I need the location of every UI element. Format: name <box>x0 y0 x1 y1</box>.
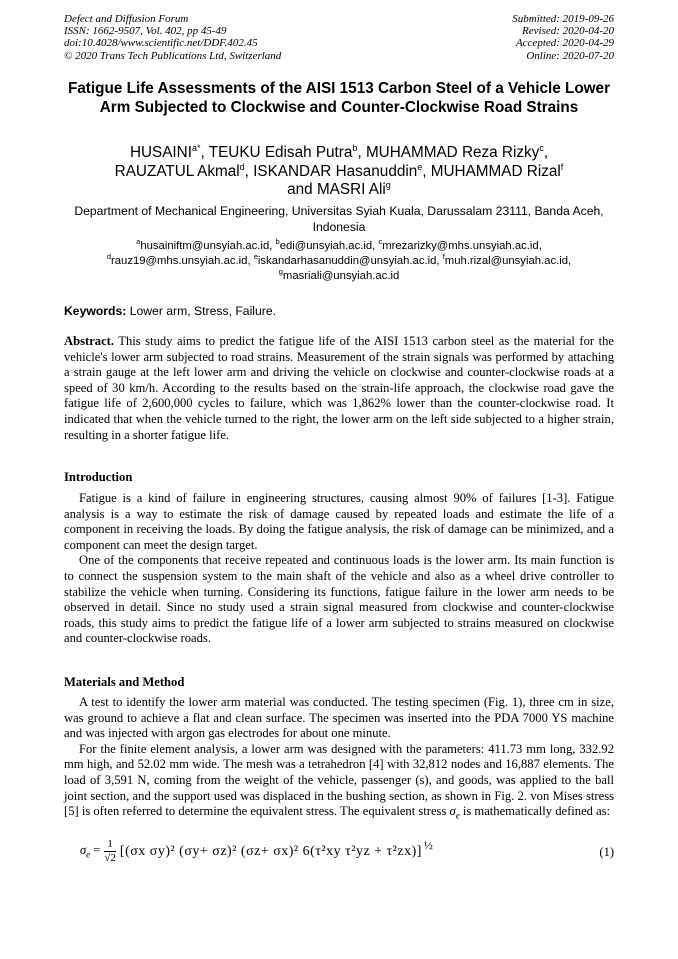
copyright: © 2020 Trans Tech Publications Ltd, Switzerland <box>64 49 282 62</box>
abstract <box>64 334 614 443</box>
keywords-text: Lower arm, Stress, Failure. <box>126 304 276 318</box>
author: ISKANDAR Hasanuddin$^e$, <box>253 161 431 180</box>
introduction-heading: Introduction <box>64 470 133 484</box>
email[interactable]: $^e$iskandarhasanuddin@unsyiah.ac.id <box>253 252 437 267</box>
email[interactable]: $^c$mrezarizky@mhs.unsyiah.ac.id <box>378 237 539 252</box>
journal-name: Defect and Diffusion Forum <box>64 13 189 25</box>
email[interactable]: $^f$muh.rizal@unsyiah.ac.id <box>442 252 569 267</box>
keywords-label: Keywords: <box>64 304 127 318</box>
email[interactable]: $^d$rauz19@mhs.unsyiah.ac.id <box>106 252 248 267</box>
methods-body <box>64 695 614 865</box>
submitted-date: Submitted: 2019-09-26 <box>512 13 614 25</box>
author: MUHAMMAD Reza Rizky$^c$, <box>365 142 549 161</box>
author: RAUZATUL Akmal$^d$, <box>114 161 254 180</box>
author: TEUKU Edisah Putra$^b$, <box>208 142 366 161</box>
online-date: Online: 2020-07-20 <box>526 49 614 62</box>
journal-info <box>64 13 281 62</box>
emails: $^a$husainiftm@unsyiah.ac.id, $^b$edi@unsyiah.ac.id, $^c$mrezarizky@mhs.unsyiah.ac.id, $^d$rauz19@mhs.unsyiah.ac.id, $^e$iskandarhasanuddin@unsyiah.ac.id, $^f$muh.rizal@unsyiah.ac.id, $^g$masriali@unsyiah.ac.id <box>106 237 572 282</box>
doi: doi:10.4028/www.scientific.net/DDF.402.45 <box>64 37 258 50</box>
keywords <box>64 304 276 318</box>
paragraph: One of the components that receive repeated and continuous loads is the lower arm. Its main function is to connect the suspension system to the main shaft of the vehicle and also as a wheel drive controller to stabilize the vehicle when turning. Considering its functions, fatigue failure in the lower arm needs to be observed in detail. Since no study used a strain signal measured from clockwise and counter-clockwise roads, this study aims to predict the fatigue life of a lower arm subjected to strains measured on clockwise and counter-clockwise roads. <box>64 553 614 646</box>
affiliation: Department of Mechanical Engineering, Universitas Syiah Kuala, Darussalam 23111, Banda Aceh, Indonesia <box>74 204 604 234</box>
equation-body: [(σx σy)² (σy+ σz)² (σz+ σx)² 6(τ²xy τ²yz + τ²zx)] <box>119 843 422 859</box>
equation-number: (1) <box>599 844 614 859</box>
abstract-text: This study aims to predict the fatigue life of the AISI 1513 carbon steel as the material for the vehicle's lower arm subjected to road strains. Measurement of the strain signals was performed by attaching a strain gauge at the left lower arm and driving the vehicle on clockwise and counter-clockwise roads at a speed of 30 km/h. According to the results based on the strain-life approach, the clockwise road gave the fatigue life of 2,600,000 cycles to failure, which was 1,862% lower than the counter-clockwise road. It indicated that when the vehicle turned to the right, the lower arm on the left side subjected to a higher strain, resulting in a shorter fatigue life. <box>64 334 614 442</box>
author: $HUSAINI^{a*}$, <box>129 142 209 161</box>
abstract-label: Abstract. <box>64 334 115 348</box>
equation-1 <box>80 838 614 865</box>
introduction-body <box>64 491 614 647</box>
email[interactable]: $^b$edi@unsyiah.ac.id <box>275 237 373 252</box>
dates-info <box>512 13 614 62</box>
accepted-date: Accepted: 2020-04-29 <box>515 37 614 50</box>
authors <box>64 144 614 200</box>
paragraph: For the finite element analysis, a lower arm was designed with the parameters: 411.73 mm long, 332.92 mm high, and 52.02 mm wide. The mesh was a tetrahedron [4] with 32,812 nodes and 16,887 elements. The load of 3,591 N, coming from the weight of the vehicle, passenger (s), and goods, was applied to the ball joint section, and the support used was displaced in the bushing section, as shown in Fig. 2. von Mises stress [5] is often referred to determine the equivalent stress. The equivalent stress $\sigma_e$ is mathematically defined as: <box>64 741 614 821</box>
issn: ISSN: 1662-9507, Vol. 402, pp 45-49 <box>64 25 227 38</box>
author: and MASRI Ali$^g$ <box>287 179 391 198</box>
paper-title: Fatigue Life Assessments of the AISI 1513 Carbon Steel of a Vehicle Lower Arm Subjected to Clockwise and Counter-Clockwise Road Strains <box>67 80 611 116</box>
revised-date: Revised: 2020-04-20 <box>522 25 614 38</box>
author: MUHAMMAD Rizal$^f$ <box>430 161 564 180</box>
equation-fraction: $\frac{1}{√2}$ <box>104 838 116 865</box>
paragraph: A test to identify the lower arm material was conducted. The testing specimen (Fig. 1), three cm in size, was ground to achieve a flat and clean surface. The specimen was inserted into the PDA 7000 YS machine and was injected with argon gas electrodes for about one minute. <box>64 695 614 741</box>
email[interactable]: $^a$husainiftm@unsyiah.ac.id <box>136 237 270 252</box>
equation-exponent: ½ <box>423 838 433 853</box>
methods-heading: Materials and Method <box>64 675 185 689</box>
email[interactable]: $^g$masriali@unsyiah.ac.id <box>278 267 400 282</box>
equation-lhs: $\sigma_e$ = <box>80 842 101 860</box>
paragraph: Fatigue is a kind of failure in engineering structures, causing almost 90% of failures [1-3]. Fatigue analysis is a way to estimate the risk of damage caused by repeated loads and estimate the life of a component in receiving the loads. By doing the fatigue analysis, the risk of damage can be minimized, and a component can meet the design target. <box>64 491 614 552</box>
